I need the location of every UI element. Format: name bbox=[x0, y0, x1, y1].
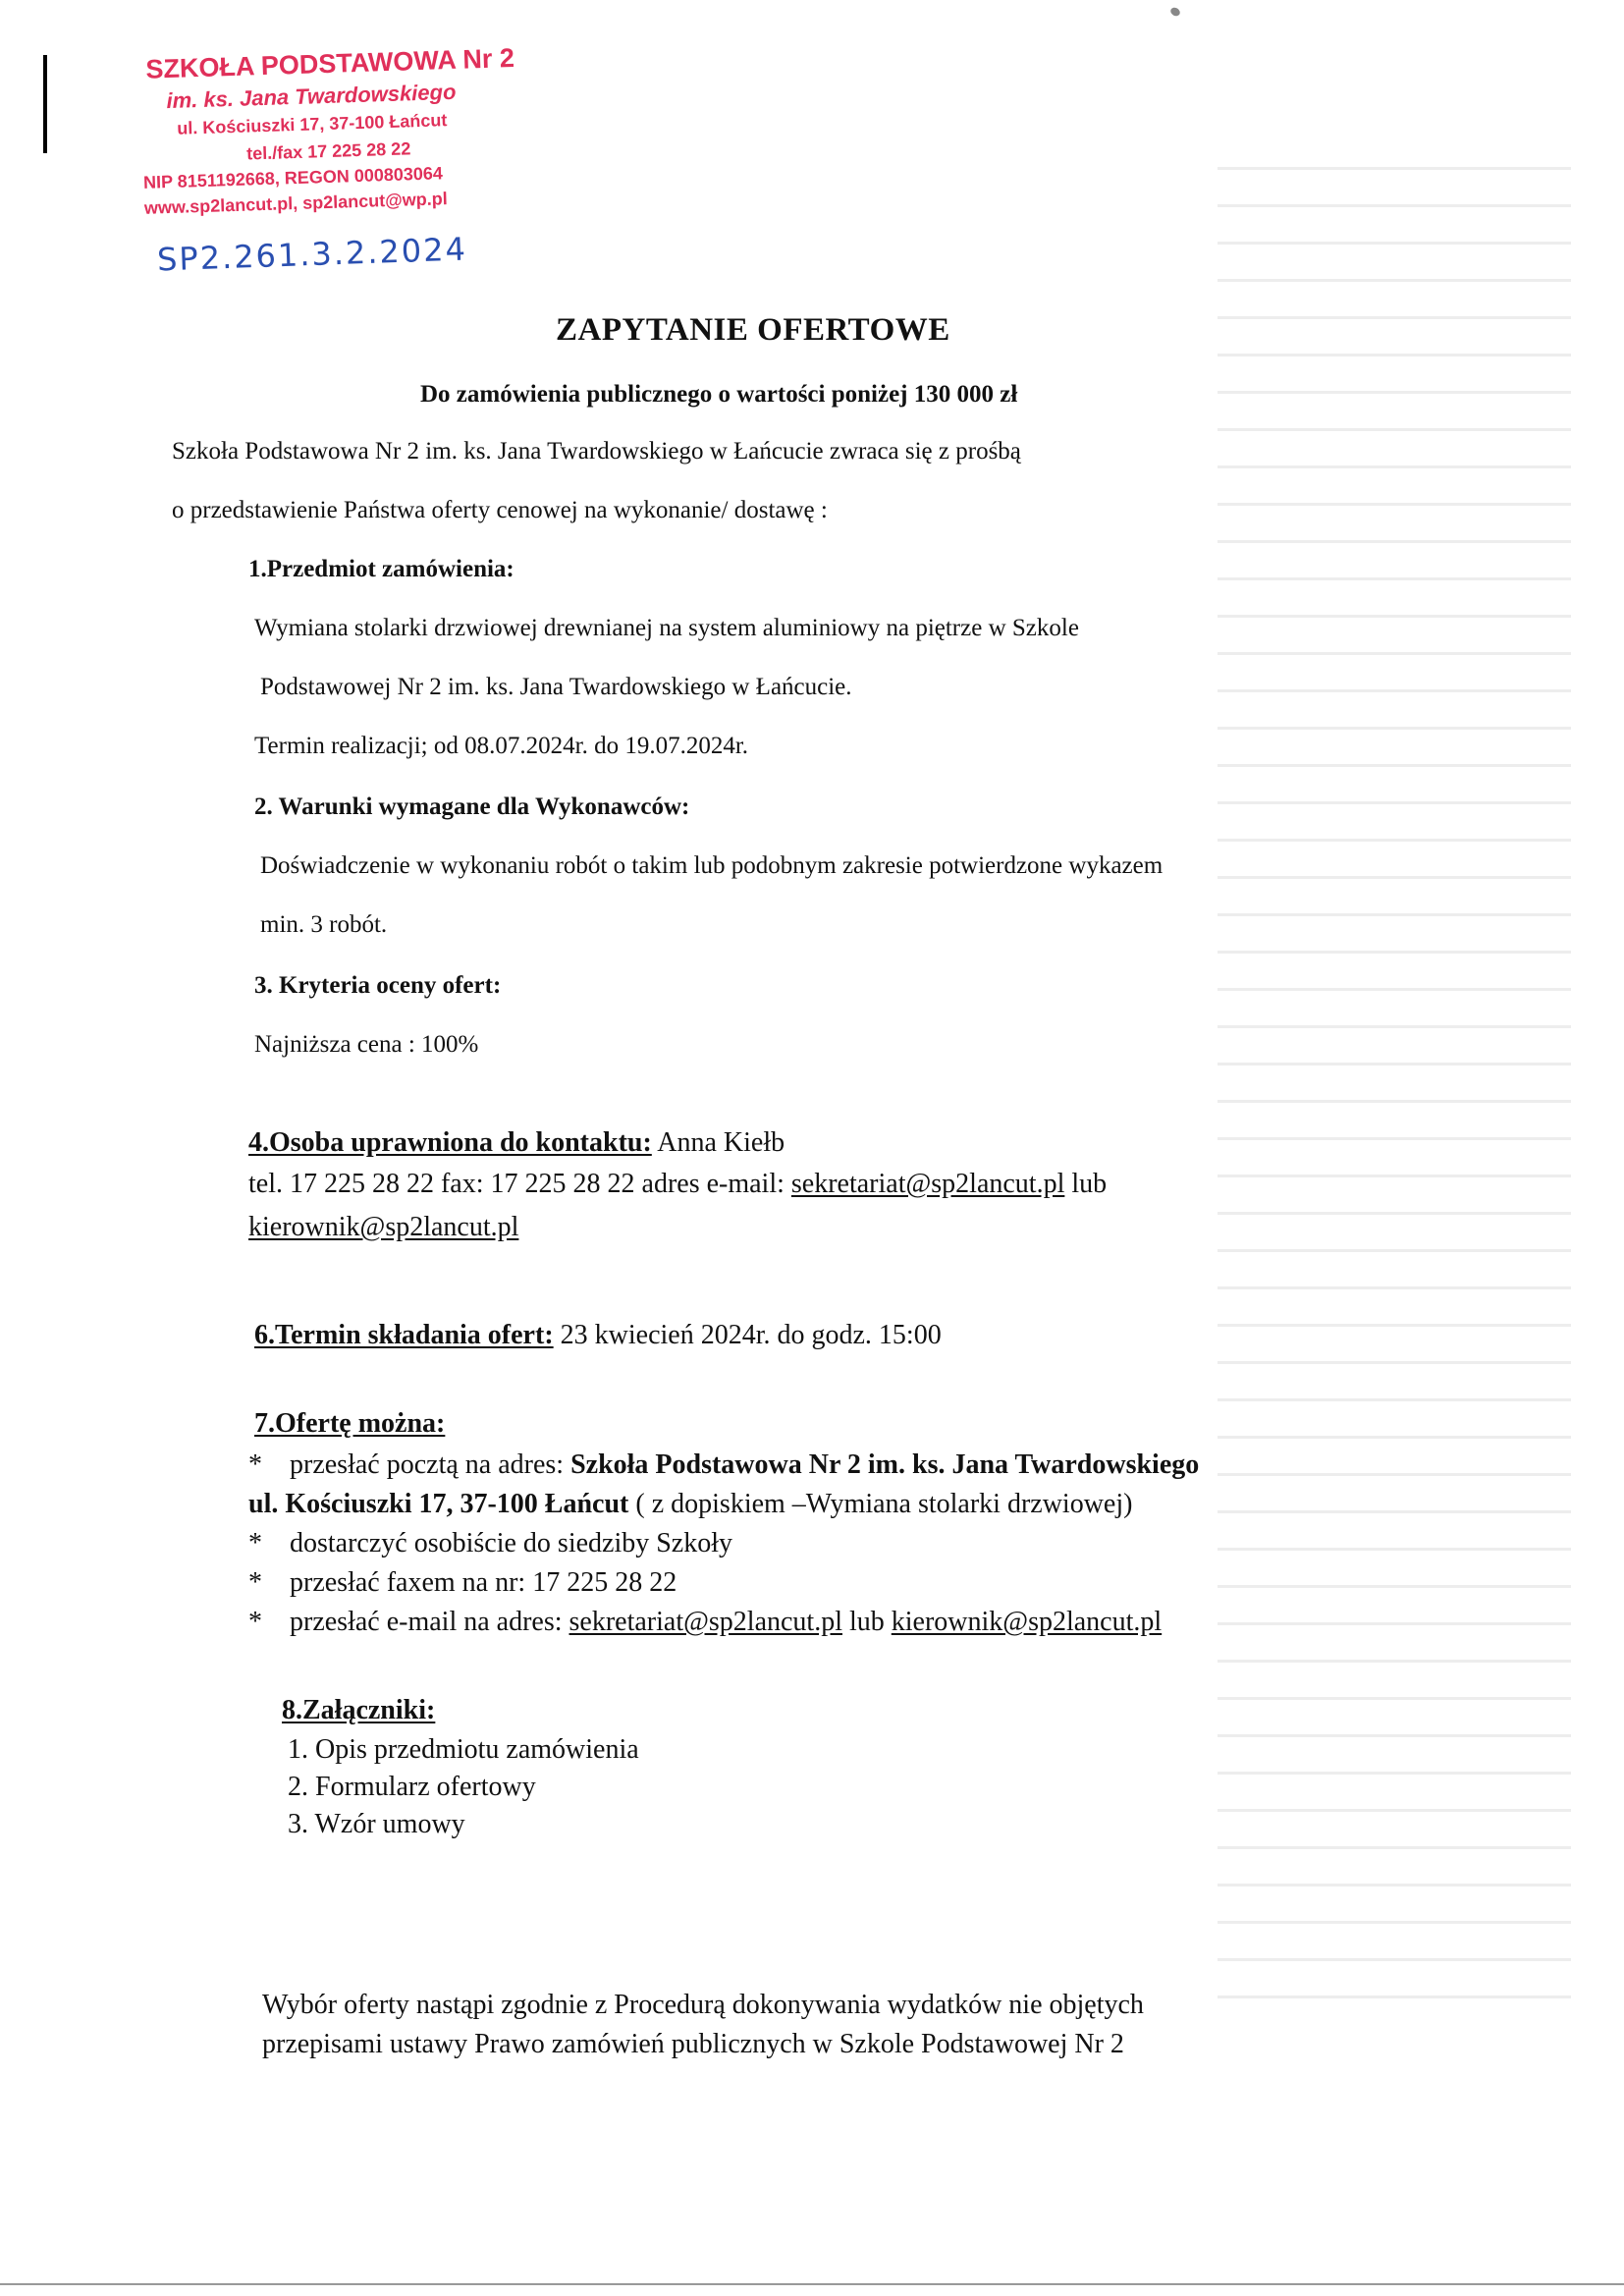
section7-item-4 bbox=[248, 1607, 1162, 1638]
section2-line-2: min. 3 robót. bbox=[260, 911, 388, 938]
stamp-patron: im. ks. Jana Twardowskiego bbox=[166, 79, 457, 114]
reference-number: SP2.261.3.2.2024 bbox=[156, 230, 468, 279]
attachment-item-3: 3. Wzór umowy bbox=[288, 1809, 465, 1839]
page-subtitle: Do zamówienia publicznego o wartości poniżej 130 000 zł bbox=[420, 381, 1018, 408]
attachment-item-1: 1. Opis przedmiotu zamówienia bbox=[288, 1734, 639, 1765]
section3-heading: 3. Kryteria oceny ofert: bbox=[254, 972, 502, 999]
section7-item-2 bbox=[248, 1528, 732, 1559]
section7-item-1b bbox=[248, 1489, 1132, 1520]
stamp-nip-regon: NIP 8151192668, REGON 000803064 bbox=[142, 163, 444, 192]
contact-name: Anna Kiełb bbox=[651, 1127, 785, 1158]
scan-edge-mark bbox=[43, 55, 47, 153]
email-link-kierownik[interactable]: kierownik@sp2lancut.pl bbox=[248, 1212, 519, 1242]
section2-line-1: Doświadczenie w wykonaniu robót o takim lub podobnym zakresie potwierdzone wykazem bbox=[260, 852, 1164, 879]
stamp-phone: tel./fax 17 225 28 22 bbox=[245, 138, 411, 164]
intro-line-1: Szkoła Podstawowa Nr 2 im. ks. Jana Twardowskiego w Łańcucie zwraca się z prośbą bbox=[172, 438, 1021, 465]
section1-line-2: Podstawowej Nr 2 im. ks. Jana Twardowskiego w Łańcucie. bbox=[260, 674, 852, 700]
section4-heading: 4.Osoba uprawniona do kontaktu: bbox=[248, 1127, 652, 1158]
page-title: ZAPYTANIE OFERTOWE bbox=[556, 312, 950, 348]
section1-line-1: Wymiana stolarki drzwiowej drewnianej na system aluminiowy na piętrze w Szkole bbox=[254, 615, 1079, 641]
item1-address-bold: Szkoła Podstawowa Nr 2 im. ks. Jana Twardowskiego bbox=[570, 1449, 1200, 1480]
bullet: * bbox=[248, 1449, 262, 1480]
stamp-school-name: SZKOŁA PODSTAWOWA Nr 2 bbox=[144, 42, 515, 84]
attachment-item-2: 2. Formularz ofertowy bbox=[288, 1772, 536, 1802]
section4-heading-line bbox=[248, 1127, 785, 1159]
section2-heading: 2. Warunki wymagane dla Wykonawców: bbox=[254, 793, 690, 820]
section7-item-3 bbox=[248, 1567, 677, 1599]
intro-line-2: o przedstawienie Państwa oferty cenowej na wykonanie/ dostawę : bbox=[172, 497, 828, 523]
bleed-through-text bbox=[1218, 167, 1571, 2033]
deadline-text: 23 kwiecień 2024r. do godz. 15:00 bbox=[553, 1320, 942, 1350]
section4-contact-line bbox=[248, 1169, 1107, 1200]
email-link-sekretariat-2[interactable]: sekretariat@sp2lancut.pl bbox=[568, 1607, 842, 1637]
contact-or: lub bbox=[1064, 1169, 1108, 1199]
section6-heading: 6.Termin składania ofert: bbox=[254, 1320, 554, 1350]
item1-text: przesłać pocztą na adres: bbox=[290, 1449, 571, 1480]
section8-heading: 8.Załączniki: bbox=[282, 1695, 436, 1725]
contact-phone-fax: tel. 17 225 28 22 fax: 17 225 28 22 adres e-mail: bbox=[248, 1169, 791, 1199]
bullet: * bbox=[248, 1607, 262, 1637]
bullet: * bbox=[248, 1567, 262, 1598]
item3-text: przesłać faxem na nr: 17 225 28 22 bbox=[290, 1567, 677, 1598]
bullet: * bbox=[248, 1528, 262, 1558]
section7-item-1 bbox=[248, 1449, 1199, 1481]
item2-text: dostarczyć osobiście do siedziby Szkoły bbox=[290, 1528, 733, 1558]
section1-heading: 1.Przedmiot zamówienia: bbox=[248, 556, 514, 582]
footer-line-1: Wybór oferty nastąpi zgodnie z Procedurą dokonywania wydatków nie objętych bbox=[262, 1990, 1144, 2020]
item4-text: przesłać e-mail na adres: bbox=[290, 1607, 569, 1637]
section7-heading: 7.Ofertę można: bbox=[254, 1408, 446, 1439]
section3-line-1: Najniższa cena : 100% bbox=[254, 1031, 479, 1058]
email-link-kierownik-2[interactable]: kierownik@sp2lancut.pl bbox=[891, 1607, 1163, 1637]
school-stamp bbox=[137, 41, 574, 232]
stamp-address: ul. Kościuszki 17, 37-100 Łańcut bbox=[177, 110, 448, 138]
section1-line-3: Termin realizacji; od 08.07.2024r. do 19.07.2024r. bbox=[254, 733, 749, 759]
scan-bottom-edge bbox=[0, 2283, 1624, 2285]
item4-or: lub bbox=[841, 1607, 892, 1637]
item1b-note: ( z dopiskiem –Wymiana stolarki drzwiowej) bbox=[628, 1489, 1133, 1519]
stamp-web: www.sp2lancut.pl, sp2lancut@wp.pl bbox=[143, 189, 448, 218]
section6-line bbox=[254, 1320, 942, 1351]
footer-line-2: przepisami ustawy Prawo zamówień publicznych w Szkole Podstawowej Nr 2 bbox=[262, 2029, 1124, 2059]
email-link-sekretariat[interactable]: sekretariat@sp2lancut.pl bbox=[790, 1169, 1065, 1199]
scan-dot bbox=[1169, 6, 1182, 18]
item1b-address-bold: ul. Kościuszki 17, 37-100 Łańcut bbox=[248, 1489, 629, 1519]
